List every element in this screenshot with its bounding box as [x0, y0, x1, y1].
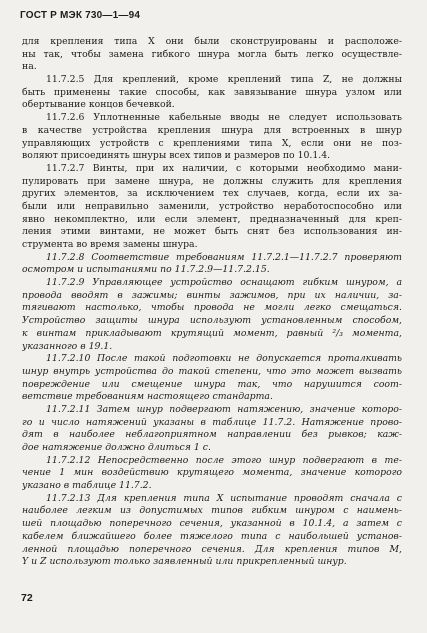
text-line: тягивают настолько, чтобы провода не могли легко смещаться.	[22, 302, 402, 314]
text-line: других элементов, за исключением тех случаев, когда, если их за-	[22, 188, 402, 200]
text-line: явно некомплектно, или если элемент, предназначенный для креп-	[22, 213, 402, 225]
text-line: осмотром и испытаниями по 11.7.2.9—11.7.2.15.	[22, 264, 270, 276]
text-line: шнур внутрь устройства до такой степени, что это может вызвать	[22, 365, 402, 377]
page-number: 72	[21, 592, 33, 604]
standard-header: ГОСТ Р МЭК 730—1—94	[20, 10, 141, 21]
text-line: ленной площадью поперечного сечения. Для крепления типов M,	[22, 543, 402, 555]
text-line: 11.7.2.6 Уплотненные кабельные вводы не следует использовать	[46, 112, 402, 124]
text-line: го и число натяжений указаны в таблице 11.7.2. Натяжение прово-	[22, 416, 402, 428]
text-line: 11.7.2.11 Затем шнур подвергают натяжению, значение которо-	[46, 403, 402, 415]
text-line: кабелем ближайшего более тяжелого типа с наибольшей установ-	[22, 530, 402, 542]
text-line: 11.7.2.13 Для крепления типа X испытание проводят сначала с	[46, 492, 402, 504]
text-line: ны так, чтобы замена гибкого шнура могла быть легко осуществле-	[22, 48, 402, 60]
text-line: для крепления типа X они были сконструированы и расположе-	[22, 36, 402, 47]
text-line: шей площадью поперечного сечения, указанной в 10.1.4, а затем с	[22, 518, 402, 530]
text-line: указанного в 19.1.	[22, 340, 113, 352]
text-line: провода вводят в зажимы; винты зажимов, при их наличии, за-	[22, 289, 402, 301]
text-line: в качестве устройства крепления шнура для встроенных в шнур	[22, 124, 402, 136]
body-text	[22, 36, 402, 569]
text-line: обертывание концов бечевкой.	[22, 99, 175, 111]
text-line: повреждение или смещение шнура так, что нарушится соот-	[22, 378, 402, 390]
text-line: 11.7.2.5 Для креплений, кроме креплений типа Z, не должны	[46, 74, 402, 86]
text-line: наиболее легким из допустимых типов гибким шнуром с наимень-	[22, 505, 402, 517]
text-line: 11.7.2.12 Непосредственно после этого шнур подвергают в те-	[46, 454, 402, 466]
text-line: 11.7.2.9 Управляющее устройство оснащают гибким шнуром, а	[46, 277, 402, 289]
text-line: воляют присоединять шнуры всех типов и размеров по 10.1.4.	[22, 150, 331, 162]
text-line: чение 1 мин воздействию крутящего момента, значение которого	[22, 467, 402, 479]
text-line: указано в таблице 11.7.2.	[22, 480, 152, 492]
text-line: ветствие требованиям настоящего стандарта.	[22, 391, 273, 403]
text-line: быть применены такие способы, как завязывание шнура узлом или	[22, 86, 402, 98]
text-line: струмента во время замены шнура.	[22, 239, 198, 250]
text-line: Устройство защиты шнура используют установленным способом,	[22, 315, 402, 327]
text-line: Y и Z используют только заявленный или прикрепленный шнур.	[22, 556, 347, 568]
text-line: 11.7.2.7 Винты, при их наличии, с которыми необходимо мани-	[46, 162, 402, 174]
text-line: 11.7.2.8 Соответствие требованиям 11.7.2.1—11.7.2.7 проверяют	[46, 251, 402, 263]
text-line: 11.7.2.10 После такой подготовки не допускается проталкивать	[46, 353, 402, 365]
text-line: дое натяжение должно длиться 1 с.	[22, 442, 211, 453]
text-line: дят в наиболее неблагоприятном направлении без рывков; каж-	[22, 429, 402, 441]
text-line: ления этими винтами, не может быть снят без использования ин-	[22, 226, 402, 238]
text-line: к винтам прикладывают крутящий момент, равный ²/₃ момента,	[22, 327, 402, 339]
text-line: были или неправильно заменили, устройство неработоспособно или	[22, 200, 402, 212]
text-line: на.	[22, 61, 37, 73]
text-line: пулировать при замене шнура, не должны служить для крепления	[22, 175, 402, 187]
text-line: управляющих устройств с креплениями типа X, если они не поз-	[22, 137, 402, 149]
